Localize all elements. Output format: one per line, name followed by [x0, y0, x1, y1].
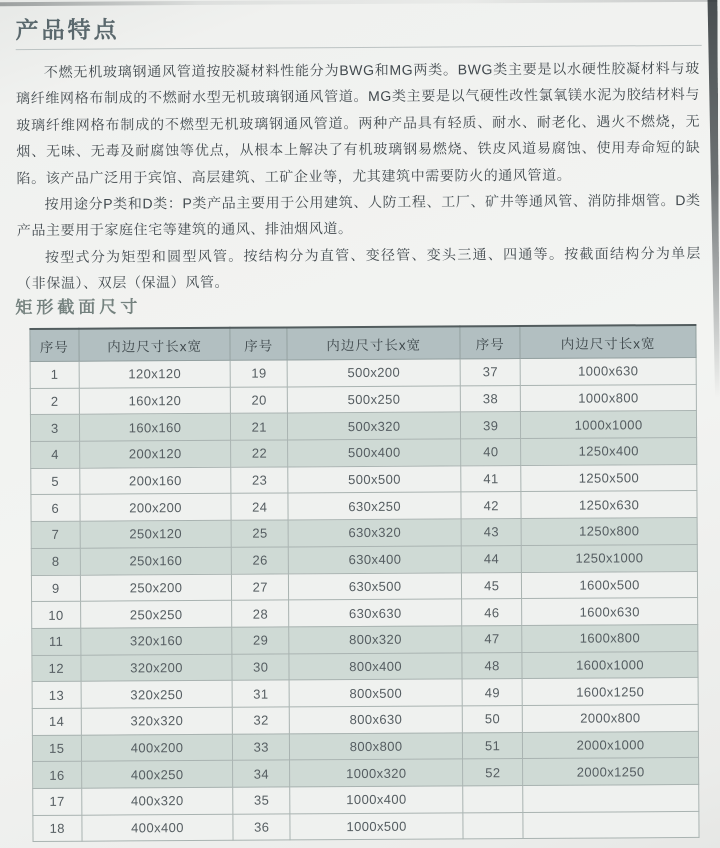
table-row: [32, 598, 698, 629]
dimension-cell: 320x320: [81, 707, 233, 735]
dimension-cell: 1000x320: [290, 759, 463, 787]
dimension-cell: 2000x800: [522, 704, 698, 732]
dimension-cell: 400x400: [81, 814, 233, 842]
dimension-cell: 800x400: [289, 652, 462, 680]
serial-cell: [463, 786, 523, 813]
serial-cell: 31: [233, 680, 290, 707]
dimension-cell: 1250x1000: [521, 544, 697, 572]
serial-cell: [463, 812, 523, 839]
serial-cell: 11: [32, 628, 81, 655]
serial-cell: 36: [233, 814, 290, 841]
dimension-cell: 400x200: [81, 734, 233, 762]
serial-cell: 12: [32, 655, 81, 682]
dimension-cell: 800x320: [289, 626, 462, 654]
table-row: [31, 438, 697, 469]
table-row: [32, 651, 698, 682]
serial-cell: 8: [31, 548, 80, 575]
serial-cell: 16: [33, 762, 82, 789]
serial-cell: 2: [30, 388, 79, 415]
serial-cell: 15: [32, 735, 81, 762]
dimension-cell: 630x500: [288, 572, 461, 600]
dimension-cell: 500x200: [287, 359, 460, 387]
serial-cell: 38: [460, 385, 520, 412]
table-row: [31, 544, 697, 575]
table-body: [30, 357, 699, 841]
dimension-cell: 1000x1000: [521, 411, 697, 439]
serial-cell: 7: [31, 521, 80, 548]
dimension-cell: 1250x800: [521, 518, 697, 546]
serial-cell: 50: [462, 705, 522, 732]
serial-cell: 29: [232, 627, 289, 654]
paragraph-overview: 不燃无机玻璃钢通风管道按胶凝材料性能分为BWG和MG两类。BWG类主要是以水硬性胶凝材料与玻璃纤维网格布制成的不燃耐水型无机玻璃钢通风管道。MG类主要是以气硬性改性氯氧镁水泥为胶结材料与玻璃纤维网格布制成的不燃型无机玻璃钢通风管道。两种产品具有轻质、耐水、耐老化、遇火不燃烧，无烟、无味、无毒及耐腐蚀等优点，从根本上解决了有机玻璃钢易燃烧、铁皮风道易腐蚀、使用寿命短的缺陷。该产品广泛用于宾馆、高层建筑、工矿企业等，尤其建筑中需要防火的通风管道。: [15, 59, 701, 186]
serial-cell: 10: [32, 601, 81, 628]
rect-dimensions-table: [29, 324, 699, 842]
dimension-cell: 500x250: [287, 386, 460, 414]
serial-cell: 26: [232, 547, 289, 574]
dimension-cell: 160x120: [79, 387, 231, 415]
table-row: [31, 464, 697, 495]
dimension-cell: 800x630: [289, 706, 462, 734]
dimension-cell: 1600x1000: [522, 651, 698, 679]
dimension-cell: 800x500: [289, 679, 462, 707]
dimension-cell: 200x200: [80, 494, 232, 522]
serial-cell: 46: [462, 599, 522, 626]
serial-cell: 41: [461, 465, 521, 492]
serial-cell: 45: [462, 572, 522, 599]
dimension-cell: 500x400: [288, 439, 461, 467]
title-divider: [16, 45, 702, 50]
serial-cell: 25: [232, 520, 289, 547]
paragraph-shape-classes: 按型式分为矩型和圆型风管。按结构分为直管、变径管、变头三通、四通等。按截面结构分为单层（非保温）、双层（保温）风管。: [17, 244, 702, 292]
header-serial-1: 序号: [30, 329, 79, 362]
header-serial-3: 序号: [460, 326, 520, 359]
table-row: [32, 678, 698, 709]
serial-cell: 35: [233, 787, 290, 814]
dimension-cell: 2000x1000: [523, 731, 699, 759]
serial-cell: 52: [463, 759, 523, 786]
dimension-cell: [523, 811, 699, 839]
serial-cell: 37: [460, 359, 520, 386]
dimension-cell: 200x160: [79, 467, 231, 495]
section-title: 矩形截面尺寸: [15, 297, 142, 318]
table-row: [32, 704, 698, 735]
serial-cell: 22: [231, 440, 288, 467]
page-title: 产品特点: [15, 16, 120, 44]
dimension-cell: 200x120: [79, 440, 231, 468]
dimension-cell: 630x400: [288, 546, 461, 574]
dimension-cell: 1600x500: [522, 571, 698, 599]
serial-cell: 34: [233, 760, 290, 787]
serial-cell: 30: [232, 654, 289, 681]
serial-cell: 24: [231, 493, 288, 520]
header-serial-2: 序号: [230, 327, 287, 360]
dimension-cell: 120x120: [79, 360, 231, 388]
serial-cell: 28: [232, 600, 289, 627]
dimension-cell: 500x320: [287, 412, 460, 440]
serial-cell: 51: [463, 732, 523, 759]
table-row: [30, 384, 696, 415]
serial-cell: 19: [231, 360, 288, 387]
serial-cell: 6: [31, 495, 80, 522]
dimension-cell: 2000x1250: [523, 758, 699, 786]
serial-cell: 23: [231, 467, 288, 494]
dimension-cell: 250x120: [80, 520, 232, 548]
dimension-cell: 1000x400: [290, 786, 463, 814]
serial-cell: 44: [461, 545, 521, 572]
dimension-cell: 320x160: [80, 627, 232, 655]
dimension-cell: 1000x800: [520, 384, 696, 412]
dimension-cell: 1250x400: [521, 438, 697, 466]
serial-cell: 21: [231, 413, 288, 440]
dimension-cell: 320x200: [81, 654, 233, 682]
dimension-cell: 400x250: [81, 761, 233, 789]
serial-cell: 27: [232, 573, 289, 600]
dimension-cell: 1600x1250: [522, 678, 698, 706]
serial-cell: 18: [33, 815, 82, 842]
photo-right-edge-shadow: [702, 0, 719, 398]
table-row: [33, 811, 699, 842]
dimension-cell: 1600x630: [522, 598, 698, 626]
serial-cell: 42: [461, 492, 521, 519]
table-row: [33, 758, 699, 789]
dimension-cell: 630x320: [288, 519, 461, 547]
intro-text: [16, 55, 701, 297]
dimension-cell: 500x500: [288, 466, 461, 494]
dimension-cell: [523, 784, 699, 812]
serial-cell: 39: [461, 412, 521, 439]
header-dimension-3: 内边尺寸长x宽: [520, 325, 696, 359]
serial-cell: 20: [231, 387, 288, 414]
serial-cell: 5: [31, 468, 80, 495]
table-row: [31, 491, 697, 522]
table-row: [31, 571, 697, 602]
dimension-cell: 160x160: [79, 414, 231, 442]
header-dimension-2: 内边尺寸长x宽: [287, 326, 460, 360]
dimension-cell: 1000x500: [290, 813, 463, 841]
serial-cell: 14: [32, 708, 81, 735]
serial-cell: 17: [33, 788, 82, 815]
table-row: [31, 518, 697, 549]
dimension-cell: 250x250: [80, 600, 232, 628]
paragraph-usage-classes: 按用途分P类和D类：P类产品主要用于公用建筑、人防工程、工厂、矿井等通风管、消防排烟管。D类产品主要用于家庭住宅等建筑的通风、排油烟风道。: [16, 191, 701, 239]
dimension-cell: 630x250: [288, 492, 461, 520]
dimension-cell: 250x160: [80, 547, 232, 575]
serial-cell: 49: [462, 679, 522, 706]
table-row: [30, 411, 696, 442]
serial-cell: 40: [461, 439, 521, 466]
dimension-cell: 1250x500: [521, 464, 697, 492]
photo-top-edge-shadow: [0, 0, 717, 6]
serial-cell: 32: [233, 707, 290, 734]
serial-cell: 47: [462, 625, 522, 652]
dimension-cell: 400x320: [81, 787, 233, 815]
table-row: [32, 731, 698, 762]
table-row: [33, 784, 699, 815]
table-row: [30, 357, 696, 388]
serial-cell: 4: [31, 441, 80, 468]
dimension-cell: 1000x630: [520, 357, 696, 385]
table-row: [32, 624, 698, 655]
serial-cell: 13: [32, 681, 81, 708]
dimension-cell: 1600x800: [522, 624, 698, 652]
dimension-cell: 320x250: [81, 681, 233, 709]
serial-cell: 43: [461, 519, 521, 546]
dimension-cell: 250x200: [80, 574, 232, 602]
serial-cell: 33: [233, 734, 290, 761]
serial-cell: 3: [30, 415, 79, 442]
dimension-cell: 630x630: [289, 599, 462, 627]
serial-cell: 48: [462, 652, 522, 679]
header-dimension-1: 内边尺寸长x宽: [79, 328, 231, 361]
dimension-cell: 800x800: [289, 733, 462, 761]
serial-cell: 1: [30, 361, 79, 388]
dimension-cell: 1250x630: [521, 491, 697, 519]
table-header-row: [30, 325, 696, 362]
serial-cell: 9: [31, 575, 80, 602]
